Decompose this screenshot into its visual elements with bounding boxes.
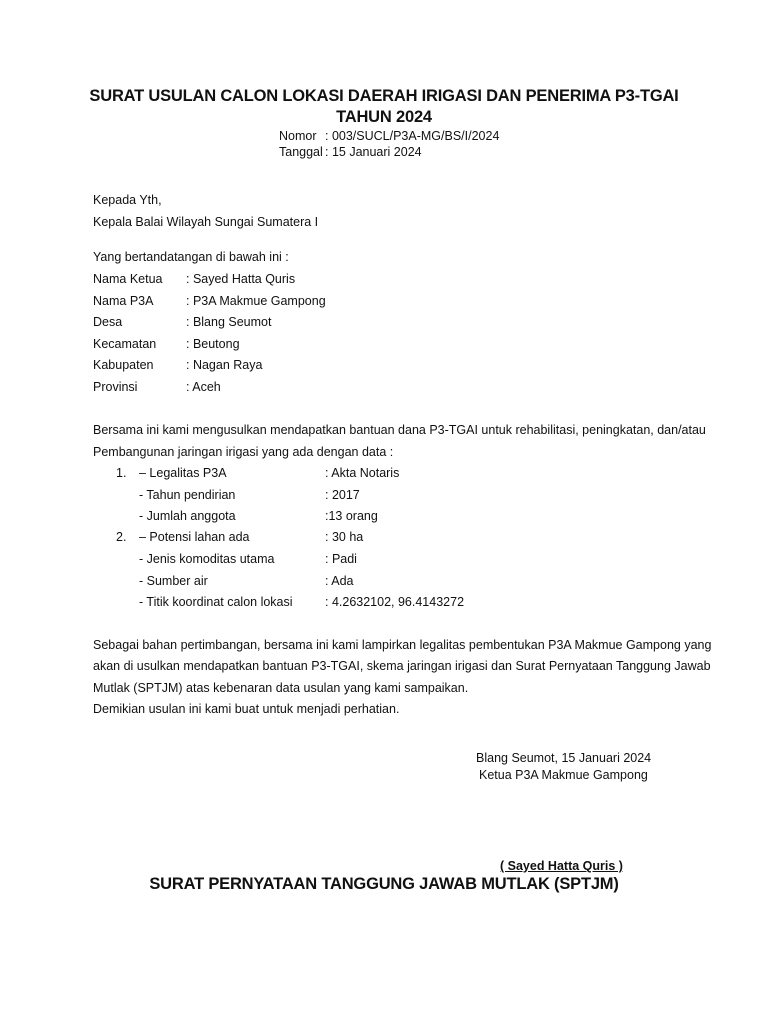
data-item-number: 1. <box>116 466 127 480</box>
identity-value: : Beutong <box>186 337 240 351</box>
nomor-value: : 003/SUCL/P3A-MG/BS/I/2024 <box>325 129 500 143</box>
data-item-label: - Sumber air <box>139 574 208 588</box>
identity-value: : Nagan Raya <box>186 358 263 372</box>
signature-role: Ketua P3A Makmue Gampong <box>479 768 648 782</box>
closing-line1: Sebagai bahan pertimbangan, bersama ini kami lampirkan legalitas pembentukan P3A Makmue Gampong yang <box>93 638 712 652</box>
data-item-value: :13 orang <box>325 509 378 523</box>
signer-intro: Yang bertandatangan di bawah ini : <box>93 250 289 264</box>
sptjm-title: SURAT PERNYATAAN TANGGUNG JAWAB MUTLAK (SPTJM) <box>149 875 619 893</box>
identity-label: Desa <box>93 315 123 329</box>
identity-label: Nama Ketua <box>93 272 163 286</box>
data-item-value: : Padi <box>325 552 357 566</box>
identity-label: Nama P3A <box>93 294 154 308</box>
data-item-label: - Jumlah anggota <box>139 509 236 523</box>
closing-line2: akan di usulkan mendapatkan bantuan P3-TGAI, skema jaringan irigasi dan Surat Pernyataan Tanggung Jawab <box>93 659 711 673</box>
tanggal-value: : 15 Januari 2024 <box>325 145 422 159</box>
tanggal-label: Tanggal <box>279 145 323 159</box>
recipient-name: Kepala Balai Wilayah Sungai Sumatera I <box>93 215 319 229</box>
identity-value: : Blang Seumot <box>186 315 272 329</box>
data-item-label: - Tahun pendirian <box>139 488 236 502</box>
data-item-label: – Legalitas P3A <box>139 466 227 480</box>
data-item-number: 2. <box>116 530 127 544</box>
data-item-value: : Ada <box>325 574 354 588</box>
data-item-label: - Jenis komoditas utama <box>139 552 275 566</box>
identity-value: : Aceh <box>186 380 221 394</box>
closing-line3: Mutlak (SPTJM) atas kebenaran data usulan yang kami sampaikan. <box>93 681 469 695</box>
letter-title-line2: TAHUN 2024 <box>336 108 432 126</box>
data-item-value: : 2017 <box>325 488 360 502</box>
letter-title-line1: SURAT USULAN CALON LOKASI DAERAH IRIGASI DAN PENERIMA P3-TGAI <box>89 87 679 105</box>
identity-label: Provinsi <box>93 380 138 394</box>
signature-place-date: Blang Seumot, 15 Januari 2024 <box>476 751 652 765</box>
data-item-value: : Akta Notaris <box>325 466 400 480</box>
identity-label: Kecamatan <box>93 337 157 351</box>
data-item-value: : 4.2632102, 96.4143272 <box>325 595 465 609</box>
proposal-line2: Pembangunan jaringan irigasi yang ada dengan data : <box>93 445 394 459</box>
recipient-greeting: Kepada Yth, <box>93 193 162 207</box>
identity-value: : Sayed Hatta Quris <box>186 272 296 286</box>
data-item-value: : 30 ha <box>325 530 364 544</box>
signature-name: ( Sayed Hatta Quris ) <box>500 859 623 873</box>
closing-line4: Demikian usulan ini kami buat untuk menjadi perhatian. <box>93 702 400 716</box>
proposal-line1: Bersama ini kami mengusulkan mendapatkan bantuan dana P3-TGAI untuk rehabilitasi, peningkatan, dan/atau <box>93 423 706 437</box>
data-item-label: - Titik koordinat calon lokasi <box>139 595 293 609</box>
nomor-label: Nomor <box>279 129 317 143</box>
identity-value: : P3A Makmue Gampong <box>186 294 326 308</box>
identity-label: Kabupaten <box>93 358 154 372</box>
data-item-label: – Potensi lahan ada <box>139 530 250 544</box>
